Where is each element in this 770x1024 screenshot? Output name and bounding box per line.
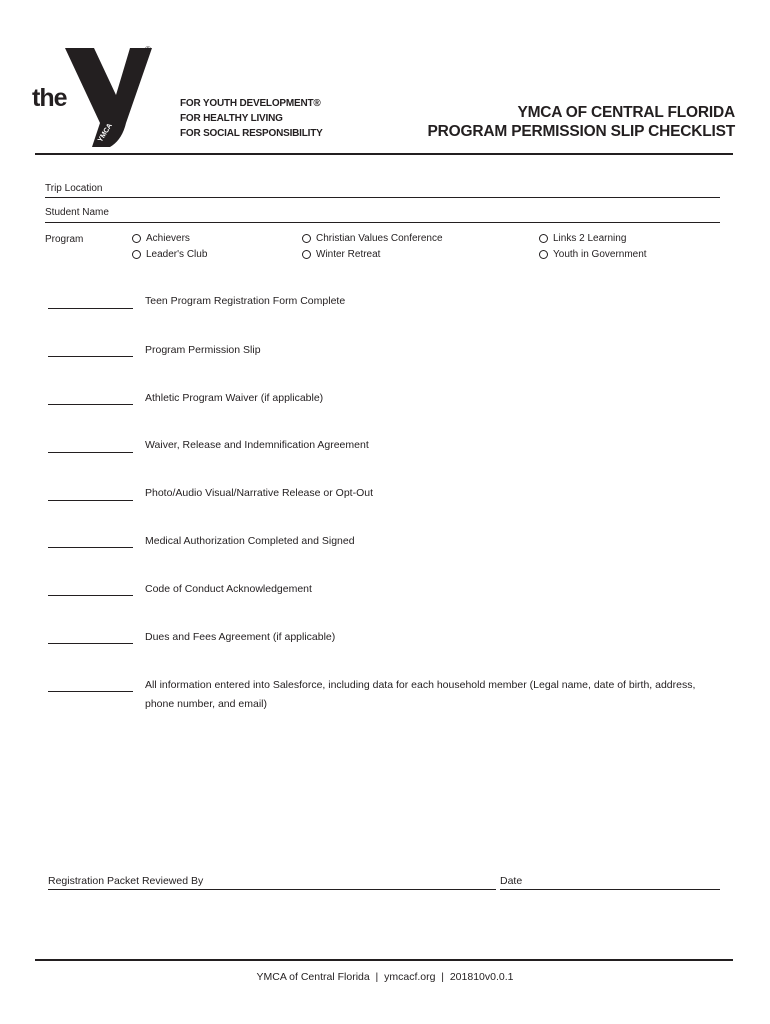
trip-location-line[interactable] [45, 197, 720, 198]
checklist-item-photo-release: Photo/Audio Visual/Narrative Release or Opt-Out [145, 487, 374, 499]
program-option-christian-values-conference[interactable]: Christian Values Conference [302, 233, 443, 244]
program-option-winter-retreat[interactable]: Winter Retreat [302, 249, 380, 260]
program-option-youth-in-government[interactable]: Youth in Government [539, 249, 647, 260]
program-label: Program [45, 234, 84, 245]
logo-ymca-text: YMCA [97, 122, 114, 144]
radio-circle-icon[interactable] [302, 250, 311, 259]
footer-rule [35, 959, 733, 961]
reviewed-by-label: Registration Packet Reviewed By [48, 875, 204, 887]
checklist-item-dues-fees: Dues and Fees Agreement (if applicable) [145, 631, 336, 643]
checklist-blank-photo-release[interactable] [48, 500, 133, 501]
checklist-blank-code-of-conduct[interactable] [48, 595, 133, 596]
checklist-item-code-of-conduct: Code of Conduct Acknowledgement [145, 583, 312, 595]
radio-circle-icon[interactable] [132, 250, 141, 259]
header-rule [35, 153, 733, 155]
reviewed-by-line[interactable] [48, 889, 496, 890]
checklist-blank-permission-slip[interactable] [48, 356, 133, 357]
checklist-item-salesforce: All information entered into Salesforce, including data for each household member (Legal name, date of birth, address, phone number, and email) [145, 679, 696, 710]
checklist-blank-salesforce[interactable] [48, 691, 133, 692]
program-option-links-2-learning[interactable]: Links 2 Learning [539, 233, 626, 244]
logo-registered-mark: ® [145, 45, 151, 54]
program-option-achievers[interactable]: Achievers [132, 233, 190, 244]
radio-circle-icon[interactable] [302, 234, 311, 243]
tagline-youth-development: FOR YOUTH DEVELOPMENT® [180, 98, 321, 109]
date-label: Date [500, 875, 523, 887]
student-name-label: Student Name [45, 207, 109, 218]
trip-location-label: Trip Location [45, 183, 103, 194]
checklist-blank-registration-form[interactable] [48, 308, 133, 309]
date-line[interactable] [500, 889, 720, 890]
logo-the-text: the [32, 84, 67, 112]
header-title-line2: PROGRAM PERMISSION SLIP CHECKLIST [427, 123, 735, 140]
checklist-item-athletic-waiver: Athletic Program Waiver (if applicable) [145, 392, 324, 404]
tagline-healthy-living: FOR HEALTHY LIVING [180, 113, 283, 124]
radio-circle-icon[interactable] [539, 234, 548, 243]
program-option-leaders-club[interactable]: Leader's Club [132, 249, 207, 260]
checklist-blank-dues-fees[interactable] [48, 643, 133, 644]
radio-circle-icon[interactable] [132, 234, 141, 243]
checklist-item-medical-authorization: Medical Authorization Completed and Signed [145, 535, 355, 547]
header-title-line1: YMCA OF CENTRAL FLORIDA [517, 104, 735, 121]
checklist-item-registration-form: Teen Program Registration Form Complete [145, 295, 346, 307]
checklist-blank-indemnification[interactable] [48, 452, 133, 453]
footer-text: YMCA of Central Florida | ymcacf.org | 201810v0.0.1 [256, 971, 514, 983]
checklist-item-permission-slip: Program Permission Slip [145, 344, 261, 356]
checklist-blank-athletic-waiver[interactable] [48, 404, 133, 405]
radio-circle-icon[interactable] [539, 250, 548, 259]
checklist-item-indemnification: Waiver, Release and Indemnification Agreement [145, 439, 369, 451]
student-name-line[interactable] [45, 222, 720, 223]
tagline-social-responsibility: FOR SOCIAL RESPONSIBILITY [180, 128, 323, 139]
checklist-blank-medical-authorization[interactable] [48, 547, 133, 548]
